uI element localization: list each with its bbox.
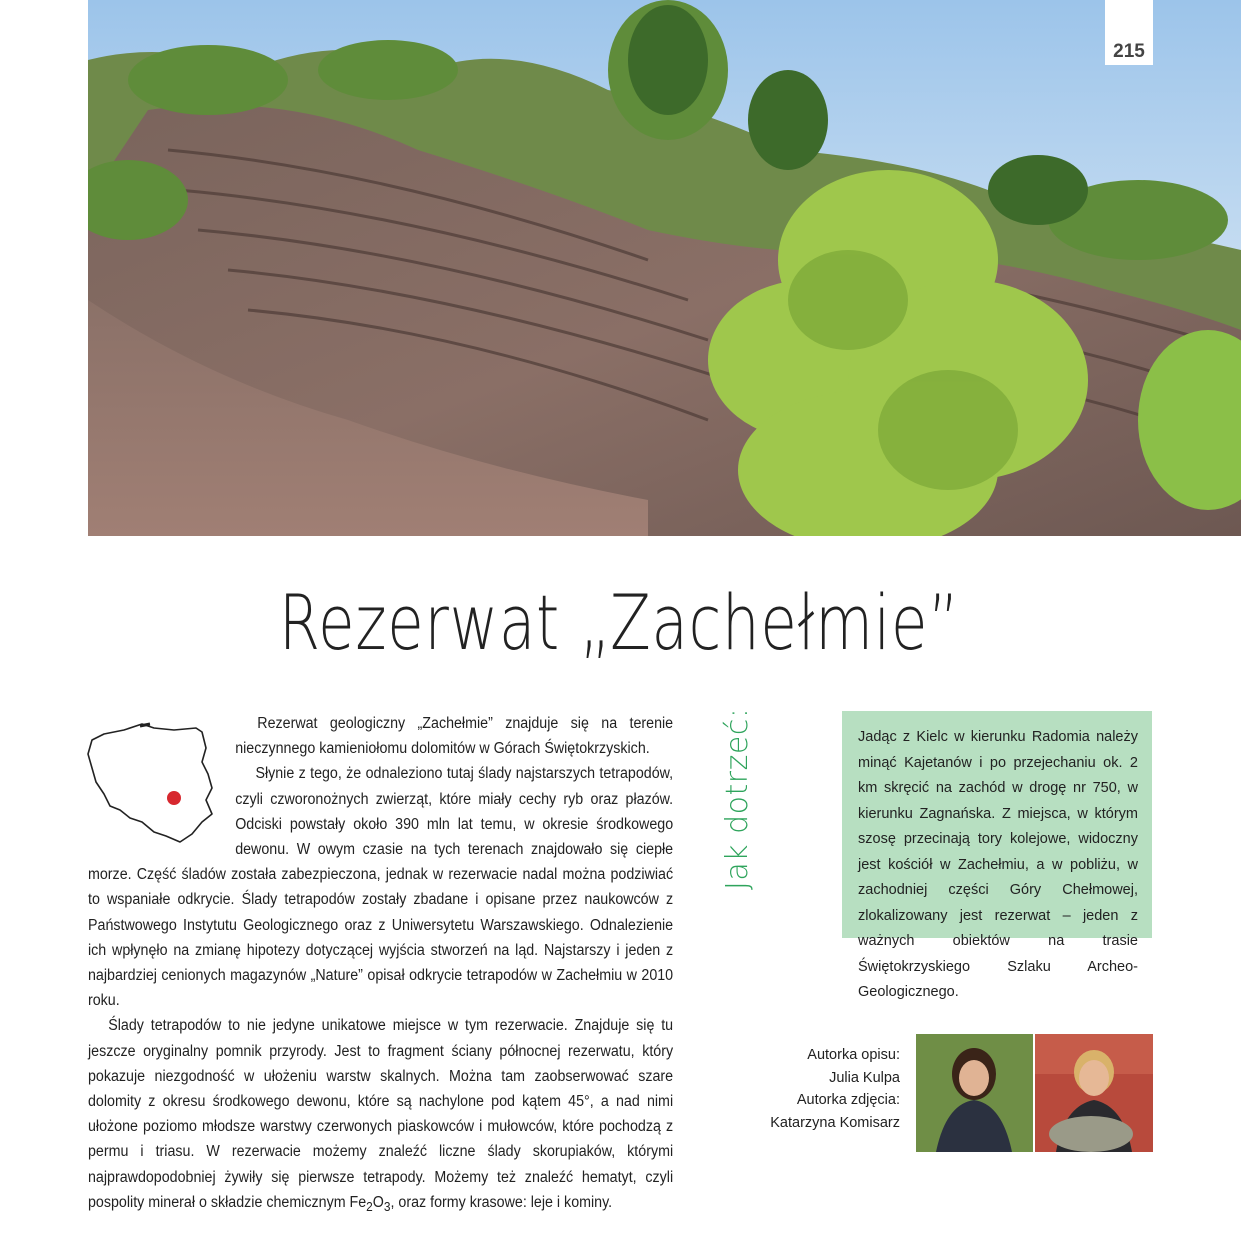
how-to-get-box: Jadąc z Kielc w kierunku Radomia należy minąć Kajetanów i po przejechaniu ok. 2 km skręcić na zachód w drogę nr 750, w kierunku Zagnańska. Z miejsca, w którym szosę przecinają tory kolejowe, widoczny jest kościół w Zachełmiu, a w pobliżu, w zachodniej części Góry Chełmowej, zlokalizowany jest rezerwat – jeden z ważnych obiektów na trasie Świętokrzyskiego Szlaku Archeo-Geologicznego. — [842, 711, 1152, 938]
description-author: Julia Kulpa — [829, 1069, 900, 1086]
paragraph-tetrapods: Słynie z tego, że odnaleziono tutaj ślady najstarszych tetrapodów, czyli czworonożnych zwierząt, które miały cechy ryb oraz płazów. Odciski powstały około 390 mln lat temu, w okresie środkowego dewonu. W owym czasie na tych terenach znajdowało się ciepłe morze. Część śladów została zabezpieczona, jednak w rezerwacie nadal można podziwiać to wspaniałe odkrycie. Ślady tetrapodów zostały zbadane i opisane przez naukowców z Państwowego Instytutu Geologicznego oraz z Uniwersytetu Warszawskiego. Odnalezienie ich wpłynęło na zmianę hipotezy dotyczącej wyjścia stworzeń na ląd. Najstarszy i jeden z najbardziej cenionych magazynów „Nature” opisał odkrycie tetrapodów w Zachełmiu w 2010 roku. — [88, 765, 674, 1010]
how-to-get-heading: Jak dotrzeć: — [720, 707, 755, 890]
page-title: Rezerwat „Zachełmie” — [278, 578, 960, 667]
paragraph-monument: Ślady tetrapodów to nie jedyne unikatowe miejsce w tym rezerwacie. Znajduje się tu jeszcze oryginalny pomnik przyrody. Jest to fragment ściany północnej rezerwatu, który pokazuje niezgodność w ułożeniu warstw skalnych. Można tam zaobserwować szare dolomity z okresu środkowego dewonu, które są nachylone pod kątem 45°, a nad nimi ułożone poziomo młodsze warstwy czerwonych piaskowców i mułowców, które pochodzą z permu i triasu. W rezerwacie możemy znaleźć liczne ślady skorupiaków, którymi najprawdopodobniej żywiły się pierwsze tetrapody. Możemy też znaleźć hematyt, czyli pospolity minerał o składzie chemicznym $Fe_2O_3$, oraz formy krasowe: leje i kominy. — [88, 1017, 674, 1214]
photo-author: Katarzyna Komisarz — [770, 1114, 900, 1131]
hero-photo — [88, 0, 1241, 536]
page-number: 215 — [1105, 0, 1153, 65]
credits — [760, 1044, 900, 1134]
description-author-label: Autorka opisu: — [807, 1047, 900, 1063]
photo-author-label: Autorka zdjęcia: — [796, 1092, 900, 1108]
paragraph-intro: Rezerwat geologiczny „Zachełmie” znajduje się na terenie nieczynnego kamieniołomu dolomitów w Górach Świętokrzyskich. — [235, 715, 674, 758]
authors-photo — [916, 1034, 1153, 1152]
article-body — [88, 711, 673, 1219]
